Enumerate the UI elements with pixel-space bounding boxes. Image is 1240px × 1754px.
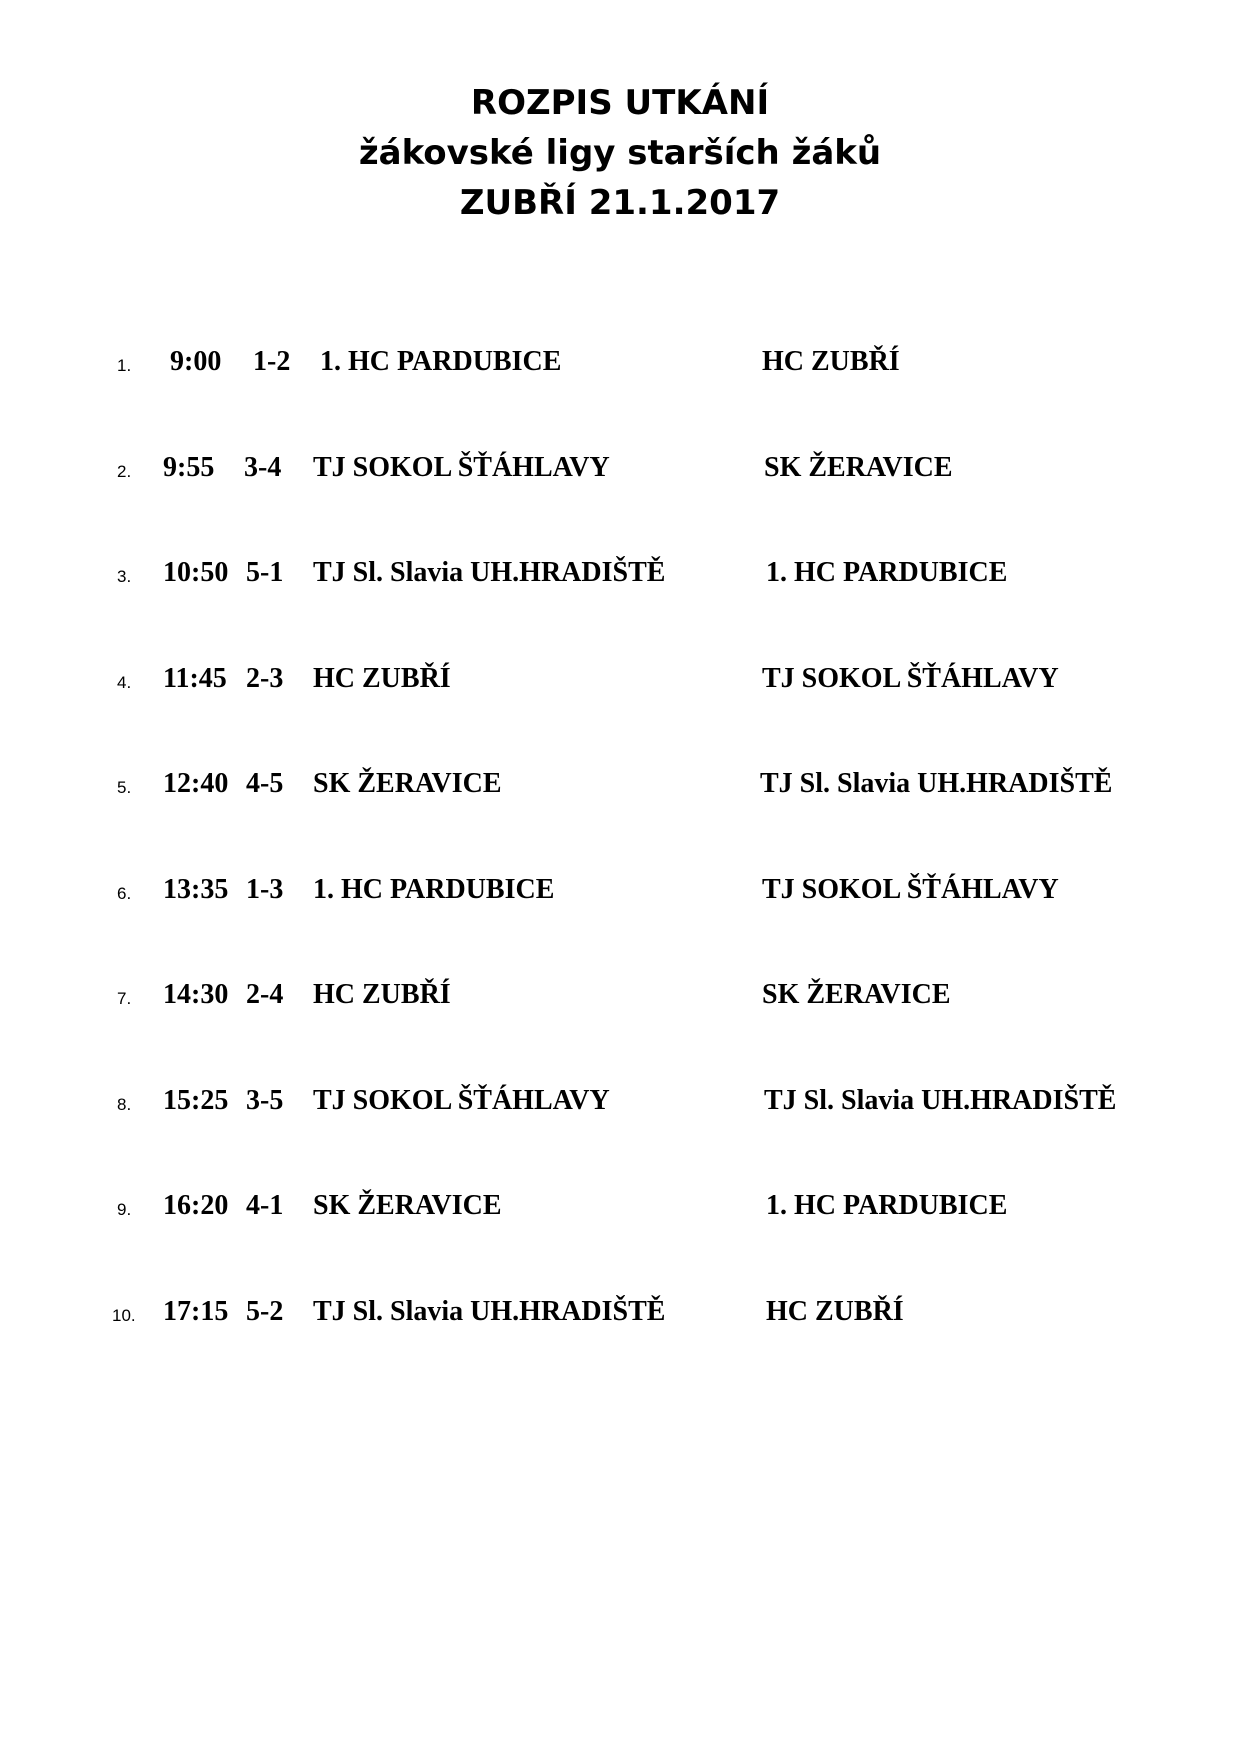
- home-team: HC ZUBŘÍ: [313, 663, 451, 694]
- match-number: 8.: [117, 1095, 132, 1114]
- away-team: TJ SOKOL ŠŤÁHLAVY: [762, 663, 1059, 694]
- away-team: TJ Sl. Slavia UH.HRADIŠTĚ: [760, 768, 1113, 799]
- away-team: SK ŽERAVICE: [764, 452, 953, 483]
- home-team: 1. HC PARDUBICE: [320, 346, 562, 377]
- match-row: [0, 1184, 1240, 1228]
- match-number: 4.: [117, 673, 132, 692]
- match-pairing: 3-5: [246, 1085, 284, 1116]
- match-number: 5.: [117, 778, 132, 797]
- match-row: [0, 340, 1240, 384]
- match-row: [0, 657, 1240, 701]
- match-time: 13:35: [163, 874, 229, 905]
- match-pairing: 2-3: [246, 663, 284, 694]
- match-row: [0, 868, 1240, 912]
- match-time: 12:40: [163, 768, 229, 799]
- home-team: 1. HC PARDUBICE: [313, 874, 555, 905]
- match-time: 9:55: [163, 452, 215, 483]
- away-team: TJ Sl. Slavia UH.HRADIŠTĚ: [764, 1085, 1117, 1116]
- home-team: SK ŽERAVICE: [313, 768, 502, 799]
- match-number: 1.: [117, 356, 132, 375]
- match-time: 17:15: [163, 1296, 229, 1327]
- match-pairing: 4-1: [246, 1190, 284, 1221]
- home-team: TJ SOKOL ŠŤÁHLAVY: [313, 1085, 610, 1116]
- place-date: ZUBŘÍ 21.1.2017: [459, 183, 781, 223]
- match-number: 9.: [117, 1200, 132, 1219]
- document-header: [0, 78, 1240, 228]
- match-row: [0, 1290, 1240, 1334]
- match-row: [0, 1079, 1240, 1123]
- match-row: [0, 973, 1240, 1017]
- match-pairing: 1-2: [253, 346, 291, 377]
- match-time: 9:00: [170, 346, 222, 377]
- match-number: 2.: [117, 462, 132, 481]
- match-time: 10:50: [163, 557, 229, 588]
- match-number: 3.: [117, 567, 132, 586]
- match-time: 16:20: [163, 1190, 229, 1221]
- away-team: HC ZUBŘÍ: [762, 346, 900, 377]
- home-team: TJ Sl. Slavia UH.HRADIŠTĚ: [313, 1296, 666, 1327]
- match-number: 7.: [117, 989, 132, 1008]
- match-pairing: 4-5: [246, 768, 284, 799]
- away-team: 1. HC PARDUBICE: [766, 557, 1008, 588]
- home-team: HC ZUBŘÍ: [313, 979, 451, 1010]
- away-team: TJ SOKOL ŠŤÁHLAVY: [762, 874, 1059, 905]
- match-row: [0, 762, 1240, 806]
- match-pairing: 5-1: [246, 557, 284, 588]
- match-time: 14:30: [163, 979, 229, 1010]
- away-team: SK ŽERAVICE: [762, 979, 951, 1010]
- away-team: HC ZUBŘÍ: [766, 1296, 904, 1327]
- home-team: TJ SOKOL ŠŤÁHLAVY: [313, 452, 610, 483]
- match-number: 6.: [117, 884, 132, 903]
- match-pairing: 3-4: [244, 452, 282, 483]
- match-pairing: 5-2: [246, 1296, 284, 1327]
- match-time: 15:25: [163, 1085, 229, 1116]
- match-number: 10.: [112, 1306, 136, 1325]
- match-row: [0, 446, 1240, 490]
- match-time: 11:45: [163, 663, 227, 694]
- away-team: 1. HC PARDUBICE: [766, 1190, 1008, 1221]
- match-pairing: 2-4: [246, 979, 284, 1010]
- home-team: TJ Sl. Slavia UH.HRADIŠTĚ: [313, 557, 666, 588]
- home-team: SK ŽERAVICE: [313, 1190, 502, 1221]
- page-subtitle: žákovské ligy starších žáků: [358, 133, 882, 173]
- page-title: ROZPIS UTKÁNÍ: [470, 83, 770, 123]
- match-row: [0, 551, 1240, 595]
- match-pairing: 1-3: [246, 874, 284, 905]
